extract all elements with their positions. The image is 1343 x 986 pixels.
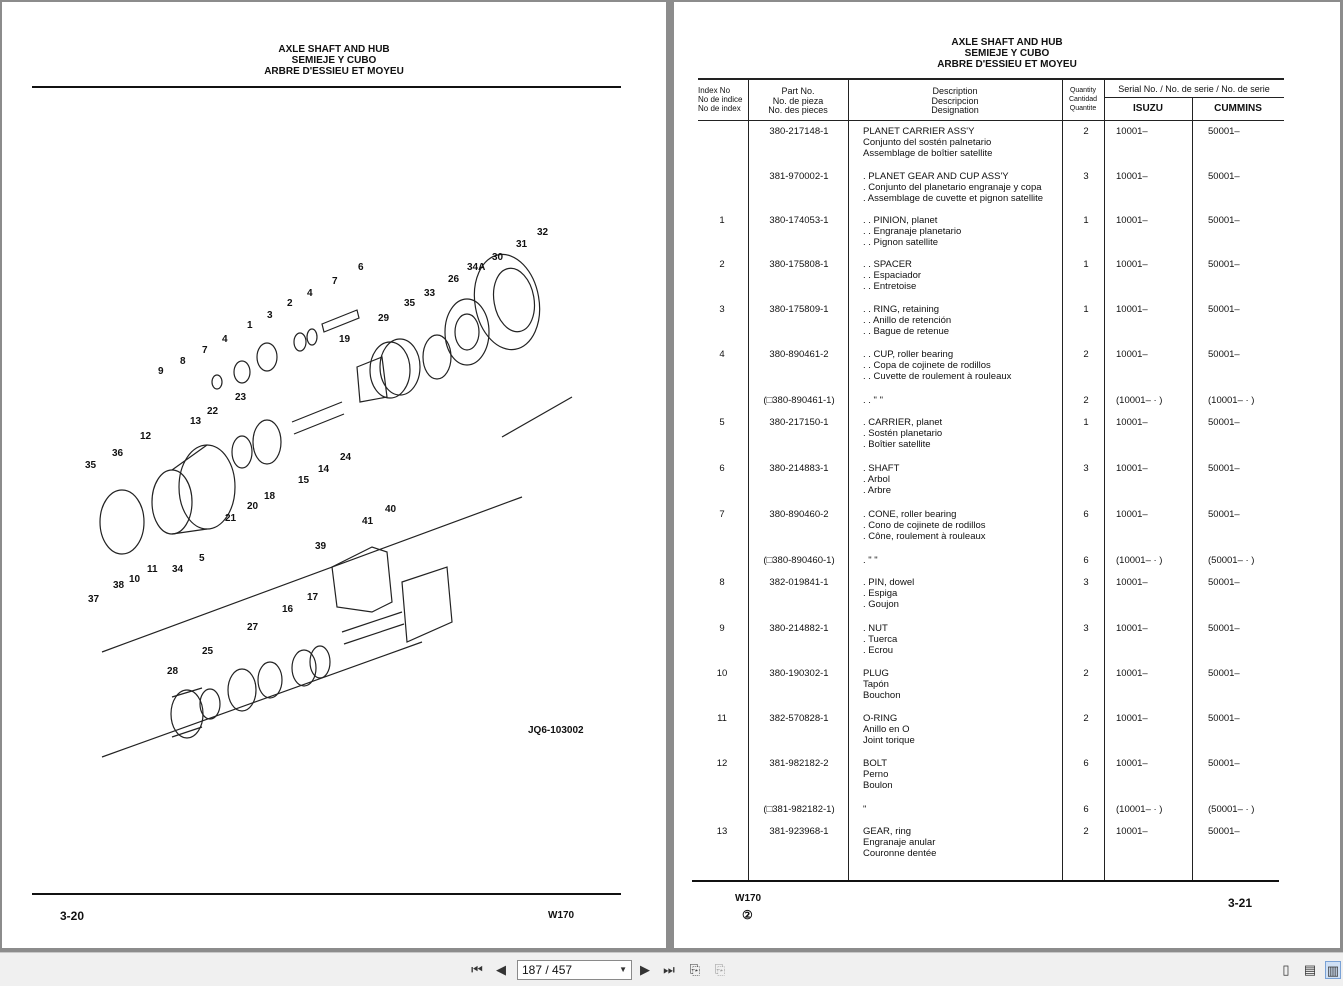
part-number-cell: 382-019841-1	[769, 577, 829, 588]
part-number-cell: 381-970002-1	[769, 171, 829, 182]
forward-view-icon[interactable]: ⎘	[714, 962, 726, 977]
title-line: SEMIEJE Y CUBO	[291, 55, 377, 66]
callout: 8	[180, 356, 186, 367]
part-number-cell: 380-214882-1	[769, 623, 829, 634]
quantity-cell: 1	[1083, 215, 1089, 226]
page-number: 3-21	[1228, 896, 1253, 910]
left-page	[2, 2, 666, 948]
table-top-rule	[698, 78, 1284, 80]
cummins-serial-cell: 50001–	[1208, 826, 1240, 837]
callout: 15	[298, 475, 310, 486]
quantity-cell: 3	[1083, 171, 1089, 182]
isuzu-serial-cell: 10001–	[1116, 509, 1148, 520]
quantity-cell: 6	[1083, 555, 1089, 566]
callout: 24	[340, 452, 352, 463]
description-line: . . " "	[863, 395, 883, 406]
isuzu-serial-cell: 10001–	[1116, 826, 1148, 837]
callout: 41	[362, 516, 374, 527]
col-divider	[1104, 80, 1105, 880]
description-line: Joint torique	[863, 735, 915, 746]
description-line: . Espiga	[863, 588, 898, 599]
bottom-toolbar	[0, 952, 1343, 986]
callout: 23	[235, 392, 247, 403]
quantity-cell: 1	[1083, 304, 1089, 315]
callout: 14	[318, 464, 330, 475]
callout: 7	[202, 345, 208, 356]
isuzu-serial-cell: (10001– · )	[1116, 804, 1163, 815]
description-line: BOLT	[863, 758, 888, 769]
callout: 32	[537, 227, 549, 238]
callout: 12	[140, 431, 152, 442]
cummins-serial-cell: 50001–	[1208, 259, 1240, 270]
callout: 3	[267, 310, 273, 321]
description-cell	[863, 171, 1068, 204]
quantity-cell: 2	[1083, 395, 1089, 406]
part-number-cell: (□380-890460-1)	[763, 555, 835, 566]
index-cell: 2	[719, 259, 725, 270]
part-number-cell: 380-217150-1	[769, 417, 829, 428]
isuzu-serial-cell: 10001–	[1116, 463, 1148, 474]
quantity-cell: 6	[1083, 509, 1089, 520]
header-description	[850, 87, 1060, 116]
last-page-icon[interactable]: ⏭	[663, 962, 675, 977]
table-header-rule	[698, 120, 1284, 121]
isuzu-serial-cell: 10001–	[1116, 171, 1148, 182]
description-cell	[863, 577, 1068, 610]
callout: 39	[315, 541, 327, 552]
description-cell	[863, 758, 1068, 791]
description-line: . CONE, roller bearing	[863, 509, 957, 520]
callout: 28	[167, 666, 179, 677]
right-page	[674, 2, 1340, 948]
description-cell	[863, 826, 1068, 859]
part-number-cell: 380-175808-1	[769, 259, 829, 270]
quantity-cell: 3	[1083, 623, 1089, 634]
callout: 35	[85, 460, 97, 471]
continuous-view-icon[interactable]: ▤	[1303, 962, 1317, 977]
description-line: . . CUP, roller bearing	[863, 349, 954, 360]
model-code: W170	[548, 910, 575, 921]
description-line: . . Copa de cojinete de rodillos	[863, 360, 991, 371]
back-view-icon[interactable]: ⎘	[689, 962, 701, 977]
description-line: . . PINION, planet	[863, 215, 938, 226]
col-divider	[1192, 97, 1193, 880]
callout: 16	[282, 604, 294, 615]
callout: 38	[113, 580, 125, 591]
description-line: . Sostén planetario	[863, 428, 943, 439]
description-cell	[863, 395, 1068, 406]
callout: 4	[307, 288, 313, 299]
callout: 9	[158, 366, 164, 377]
description-line: . Cône, roulement à rouleaux	[863, 531, 986, 542]
isuzu-serial-cell: 10001–	[1116, 349, 1148, 360]
callout: 11	[147, 564, 158, 575]
part-number-cell: 380-175809-1	[769, 304, 829, 315]
callout: 29	[378, 313, 390, 324]
part-number-cell: 380-190302-1	[769, 668, 829, 679]
cummins-serial-cell: 50001–	[1208, 215, 1240, 226]
title-line: ARBRE D'ESSIEU ET MOYEU	[264, 66, 404, 77]
index-cell: 6	[719, 463, 725, 474]
quantity-cell: 3	[1083, 577, 1089, 588]
description-line: . Cono de cojinete de rodillos	[863, 520, 986, 531]
callout: 22	[207, 406, 219, 417]
description-line: . Conjunto del planetario engranaje y copa	[863, 182, 1042, 193]
description-line: Tapón	[863, 679, 889, 690]
callout: 1	[247, 320, 253, 331]
chevron-down-icon: ▼	[619, 965, 627, 974]
index-cell: 4	[719, 349, 725, 360]
quantity-cell: 2	[1083, 126, 1089, 137]
description-line: . PLANET GEAR AND CUP ASS'Y	[863, 171, 1009, 182]
callout: 5	[199, 553, 205, 564]
header-line: Descripcion	[931, 95, 979, 106]
cummins-serial-cell: 50001–	[1208, 417, 1240, 428]
isuzu-serial-cell: 10001–	[1116, 668, 1148, 679]
callout: 36	[112, 448, 124, 459]
description-cell	[863, 713, 1068, 746]
part-number-cell: 382-570828-1	[769, 713, 829, 724]
description-line: . . Bague de retenue	[863, 326, 950, 337]
callout: 25	[202, 646, 214, 657]
page-selector[interactable]	[517, 960, 632, 980]
callout: 7	[332, 276, 338, 287]
callout: 26	[448, 274, 460, 285]
isuzu-serial-cell: 10001–	[1116, 758, 1148, 769]
index-cell: 12	[716, 758, 728, 769]
first-page-icon[interactable]: ⏮	[471, 962, 483, 977]
callout: 17	[307, 592, 319, 603]
part-number-cell: (□381-982182-1)	[763, 804, 835, 815]
description-line: . Arbre	[863, 485, 891, 496]
part-number-cell: 380-217148-1	[769, 126, 829, 137]
description-line: . " "	[863, 555, 878, 566]
title-line: SEMIEJE Y CUBO	[964, 48, 1050, 59]
index-cell: 1	[719, 215, 725, 226]
description-line: Conjunto del sostén palnetario	[863, 137, 992, 148]
quantity-cell: 2	[1083, 349, 1089, 360]
part-number-cell: 380-890460-2	[769, 509, 829, 520]
header-line: No de indice	[698, 95, 743, 104]
footer-rule	[692, 880, 1279, 882]
right-title	[674, 37, 1340, 70]
col-divider	[748, 80, 749, 880]
isuzu-serial-cell: (10001– · )	[1116, 395, 1163, 406]
left-title	[2, 44, 666, 77]
callout: 13	[190, 416, 202, 427]
exploded-diagram	[42, 202, 602, 762]
quantity-cell: 1	[1083, 417, 1089, 428]
isuzu-serial-cell: 10001–	[1116, 126, 1148, 137]
cummins-serial-cell: 50001–	[1208, 304, 1240, 315]
description-line: . Goujon	[863, 599, 899, 610]
description-line: Anillo en O	[863, 724, 910, 735]
header-line: Index No	[698, 86, 731, 95]
quantity-cell: 6	[1083, 804, 1089, 815]
callout: 20	[247, 501, 259, 512]
header-line: Designation	[931, 105, 979, 115]
quantity-cell: 1	[1083, 259, 1089, 270]
part-number-cell: 380-890461-2	[769, 349, 829, 360]
description-cell	[863, 349, 1068, 382]
callout: 34A	[467, 262, 486, 273]
description-line: . . Espaciador	[863, 270, 922, 281]
model-code: W170	[735, 893, 762, 904]
cummins-serial-cell: 50001–	[1208, 463, 1240, 474]
description-line: O-RING	[863, 713, 898, 724]
cummins-serial-cell: 50001–	[1208, 509, 1240, 520]
quantity-cell: 2	[1083, 826, 1089, 837]
description-line: . . Cuvette de roulement à rouleaux	[863, 371, 1012, 382]
isuzu-serial-cell: 10001–	[1116, 215, 1148, 226]
part-number-cell: (□380-890461-1)	[763, 395, 835, 406]
description-line: . . Pignon satellite	[863, 237, 938, 248]
description-line: . PIN, dowel	[863, 577, 915, 588]
description-line: . . RING, retaining	[863, 304, 940, 315]
callout: 21	[225, 513, 237, 524]
index-cell: 13	[716, 826, 728, 837]
description-line: PLUG	[863, 668, 889, 679]
cummins-serial-cell: 50001–	[1208, 171, 1240, 182]
callout: 6	[358, 262, 364, 273]
index-cell: 3	[719, 304, 725, 315]
description-line: . . Anillo de retención	[863, 315, 952, 326]
description-line: "	[863, 804, 867, 815]
callout: 19	[339, 334, 351, 345]
part-number-cell: 380-174053-1	[769, 215, 829, 226]
isuzu-serial-cell: 10001–	[1116, 623, 1148, 634]
cummins-serial-cell: 50001–	[1208, 758, 1240, 769]
index-cell: 5	[719, 417, 725, 428]
quantity-cell: 2	[1083, 713, 1089, 724]
description-cell	[863, 126, 1068, 159]
title-line: AXLE SHAFT AND HUB	[951, 37, 1063, 48]
header-line: No. des pieces	[768, 105, 828, 115]
header-line: No. de pieza	[772, 95, 824, 106]
description-cell	[863, 623, 1068, 656]
description-line: . . Entretoise	[863, 281, 917, 292]
col-divider	[848, 80, 849, 880]
cummins-serial-cell: (50001– · )	[1208, 804, 1255, 815]
callout: 37	[88, 594, 100, 605]
description-line: . Boîtier satellite	[863, 439, 931, 450]
index-cell: 11	[717, 713, 727, 724]
part-number-cell: 381-982182-2	[769, 758, 829, 769]
description-line: . NUT	[863, 623, 888, 634]
callout: 40	[385, 504, 397, 515]
callout: 18	[264, 491, 276, 502]
cummins-serial-cell: 50001–	[1208, 713, 1240, 724]
description-line: Engranaje anular	[863, 837, 936, 848]
part-number-cell: 380-214883-1	[769, 463, 829, 474]
description-line: Perno	[863, 769, 889, 780]
header-serial: Serial No. / No. de serie / No. de serie	[1118, 84, 1270, 94]
isuzu-serial-cell: 10001–	[1116, 713, 1148, 724]
next-page-icon[interactable]: ▶	[640, 962, 650, 977]
prev-page-icon[interactable]: ◀	[496, 962, 506, 977]
description-line: Assemblage de boîtier satellite	[863, 148, 993, 159]
cummins-serial-cell: 50001–	[1208, 349, 1240, 360]
header-line: Quantity	[1069, 87, 1097, 94]
index-cell: 8	[719, 577, 725, 588]
header-line: Description	[932, 86, 978, 96]
description-line: . . SPACER	[863, 259, 912, 270]
description-line: . SHAFT	[863, 463, 900, 474]
description-cell	[863, 463, 1068, 496]
callout: 27	[247, 622, 259, 633]
description-line: Boulon	[863, 780, 893, 791]
description-cell	[863, 555, 1068, 566]
quantity-cell: 6	[1083, 758, 1089, 769]
callout: 2	[287, 298, 293, 309]
isuzu-serial-cell: (10001– · )	[1116, 555, 1163, 566]
description-cell	[863, 509, 1068, 542]
description-cell	[863, 304, 1068, 337]
quantity-cell: 3	[1083, 463, 1089, 474]
isuzu-serial-cell: 10001–	[1116, 259, 1148, 270]
title-line: AXLE SHAFT AND HUB	[278, 44, 390, 55]
description-cell	[863, 215, 1068, 248]
description-line: . Tuerca	[863, 634, 898, 645]
cummins-serial-cell: 50001–	[1208, 126, 1240, 137]
description-line: . Ecrou	[863, 645, 894, 656]
quantity-cell: 2	[1083, 668, 1089, 679]
description-line: Couronne dentée	[863, 848, 937, 859]
cummins-serial-cell: 50001–	[1208, 668, 1240, 679]
serial-sub-rule	[1104, 97, 1284, 98]
isuzu-serial-cell: 10001–	[1116, 417, 1148, 428]
callout: 30	[492, 252, 504, 263]
header-line: No de index	[698, 104, 741, 113]
header-rule	[32, 86, 621, 88]
two-page-view-icon[interactable]: ▥	[1326, 963, 1340, 978]
callout: 10	[129, 574, 141, 585]
callout: 34	[172, 564, 184, 575]
description-cell	[863, 804, 1068, 815]
parts-table	[698, 78, 1284, 878]
cummins-serial-cell: 50001–	[1208, 577, 1240, 588]
footer-rule	[32, 893, 621, 895]
figure-code: JQ6-103002	[528, 725, 584, 736]
page-display: 187 / 457	[522, 963, 573, 977]
description-line: . Arbol	[863, 474, 890, 485]
index-cell: 7	[719, 509, 725, 520]
header-isuzu: ISUZU	[1133, 103, 1163, 114]
revision-mark: ②	[742, 908, 753, 922]
isuzu-serial-cell: 10001–	[1116, 577, 1148, 588]
cummins-serial-cell: (50001– · )	[1208, 555, 1255, 566]
page-number: 3-20	[60, 909, 85, 923]
title-line: ARBRE D'ESSIEU ET MOYEU	[937, 59, 1077, 70]
description-cell	[863, 259, 1068, 292]
header-index	[698, 86, 748, 113]
index-cell: 10	[716, 668, 728, 679]
description-line: . Assemblage de cuvette et pignon satellite	[863, 193, 1044, 204]
index-cell: 9	[719, 623, 725, 634]
callout: 31	[516, 239, 528, 250]
cummins-serial-cell: 50001–	[1208, 623, 1240, 634]
description-line: Bouchon	[863, 690, 901, 701]
description-cell	[863, 417, 1068, 450]
header-line: Cantidad	[1068, 96, 1098, 103]
description-line: GEAR, ring	[863, 826, 912, 837]
callout: 33	[424, 288, 436, 299]
part-number-cell: 381-923968-1	[769, 826, 829, 837]
description-line: . CARRIER, planet	[863, 417, 943, 428]
header-part	[750, 87, 846, 116]
cummins-serial-cell: (10001– · )	[1208, 395, 1255, 406]
header-quantity	[1062, 86, 1104, 113]
single-page-view-icon[interactable]: ▯	[1282, 962, 1290, 977]
callout: 35	[404, 298, 416, 309]
description-line: PLANET CARRIER ASS'Y	[863, 126, 975, 137]
header-line: Quantite	[1069, 105, 1097, 112]
header-line: Part No.	[781, 86, 815, 96]
callout: 4	[222, 334, 228, 345]
isuzu-serial-cell: 10001–	[1116, 304, 1148, 315]
description-line: . . Engranaje planetario	[863, 226, 962, 237]
description-cell	[863, 668, 1068, 701]
header-cummins: CUMMINS	[1214, 103, 1262, 114]
